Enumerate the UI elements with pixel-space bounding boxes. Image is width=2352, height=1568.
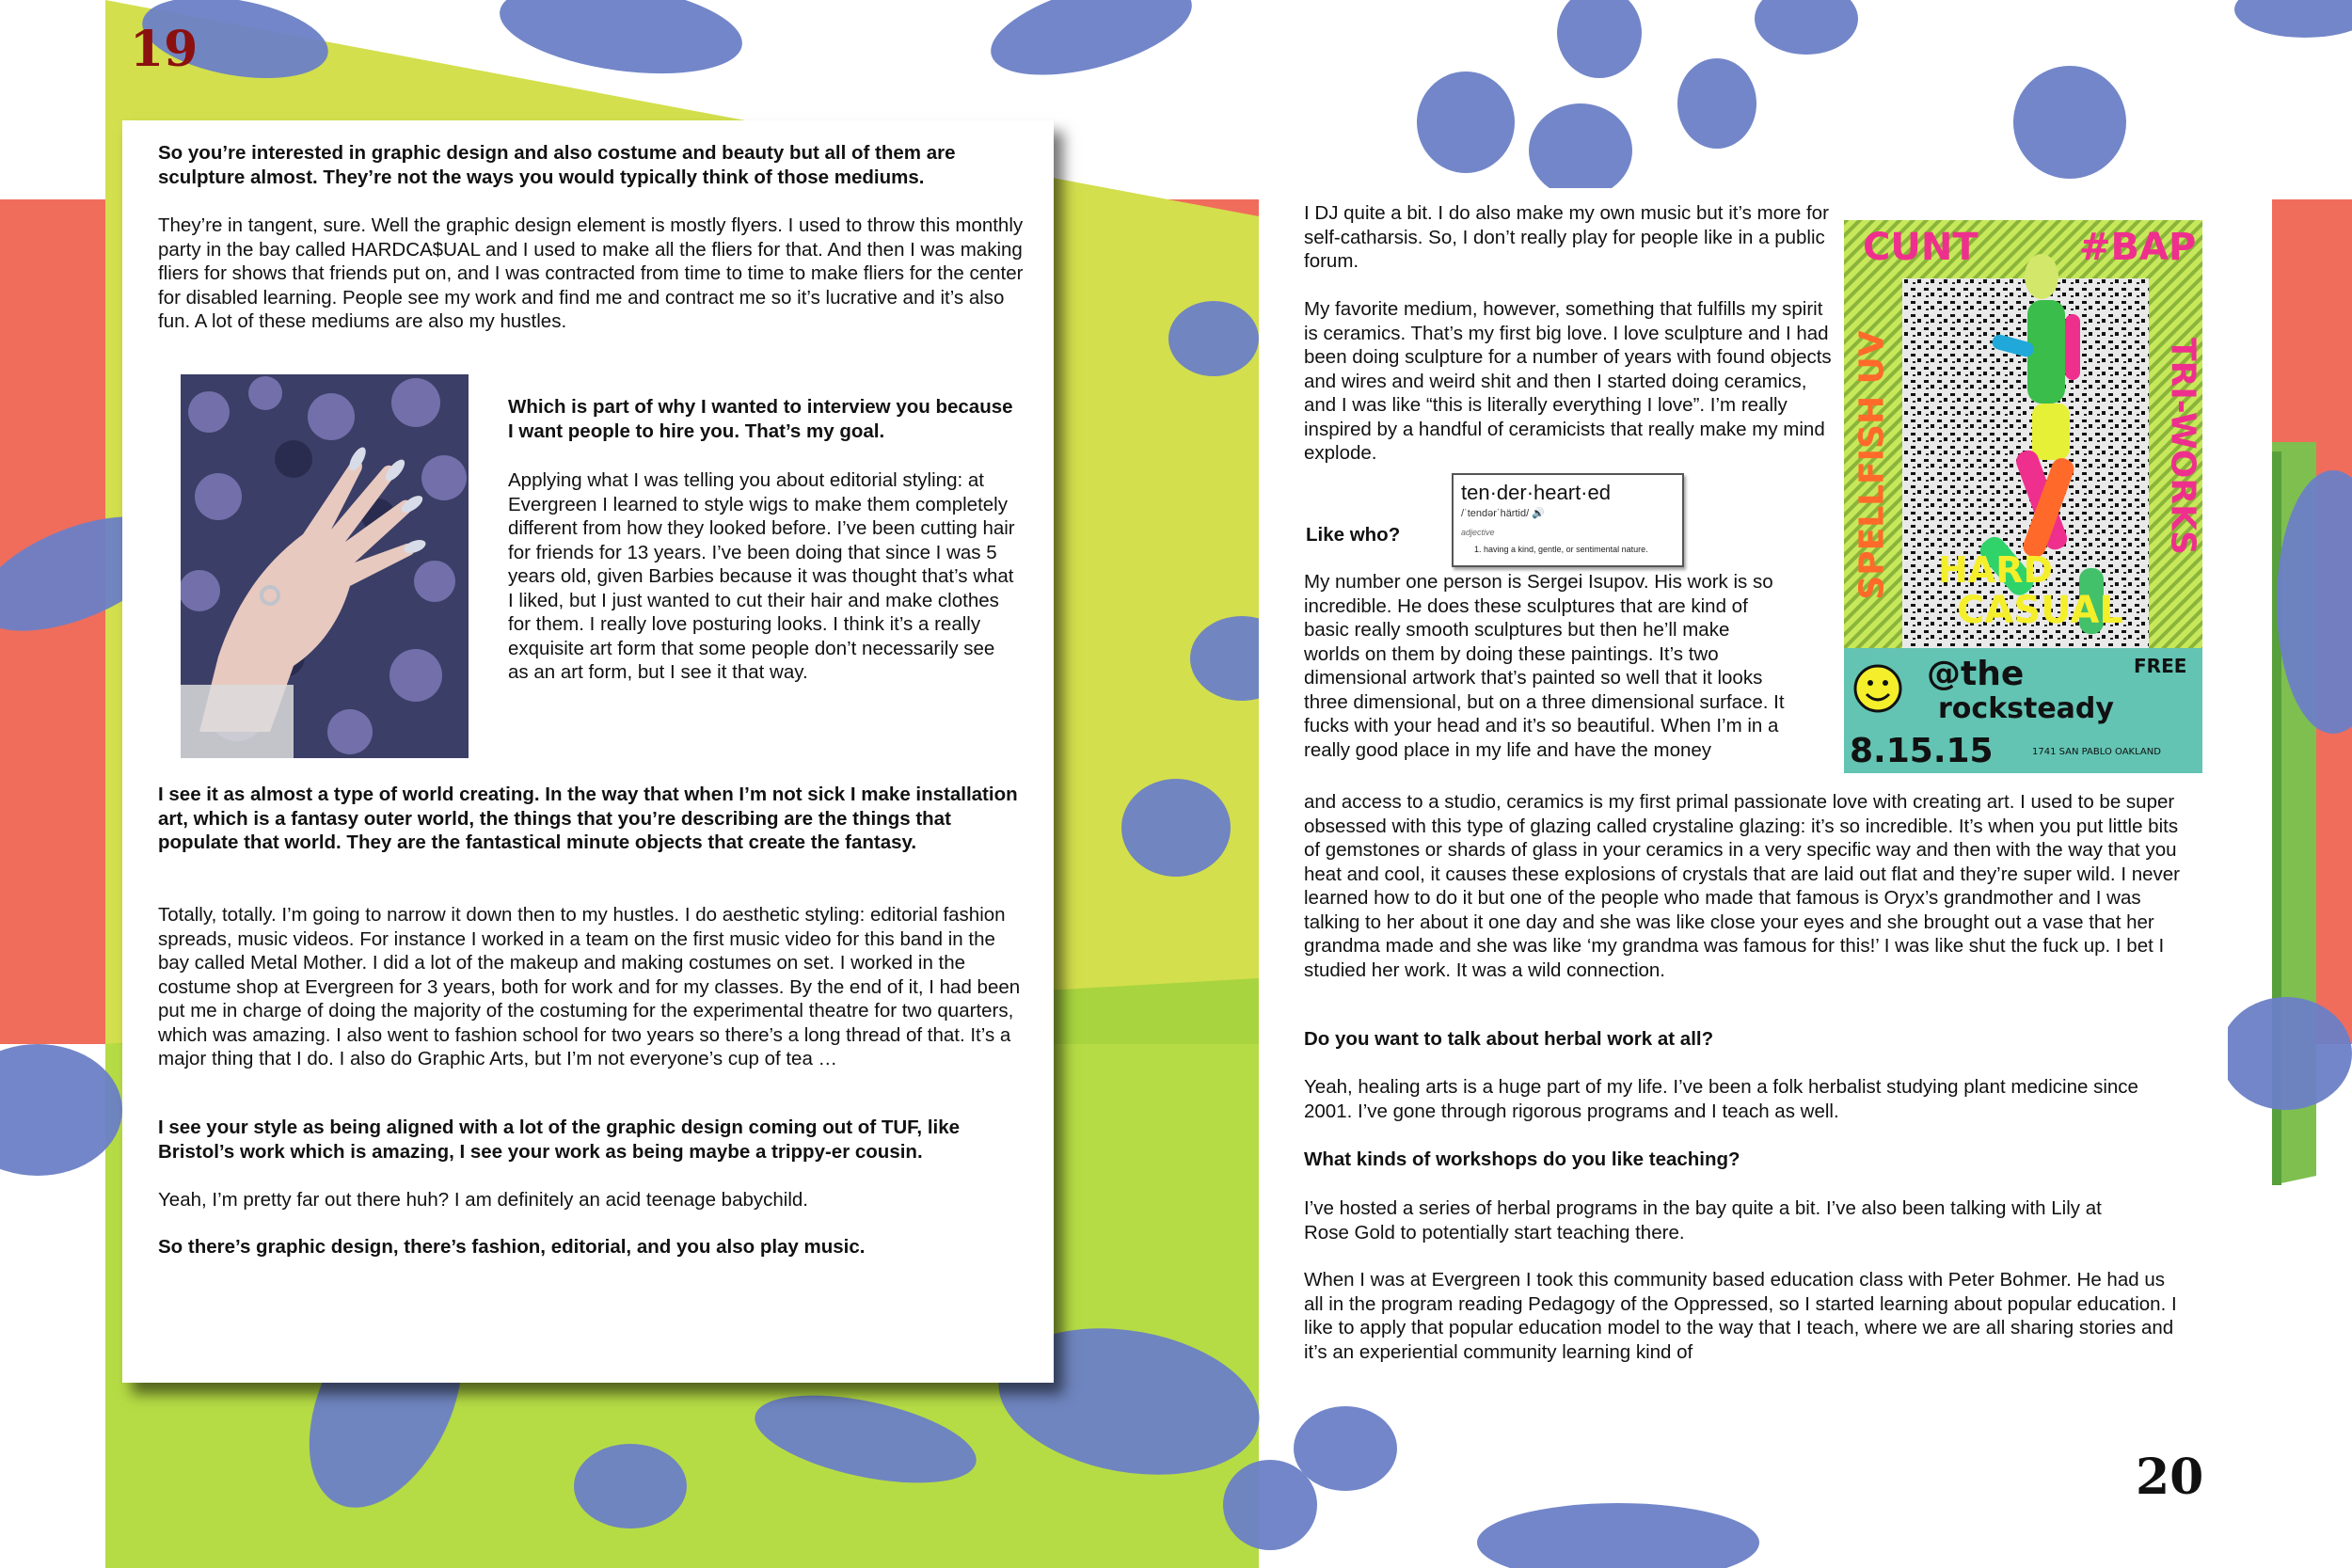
question-5: So there’s graphic design, there’s fashion, editorial, and you also play music. [158,1236,866,1258]
answer-1: They’re in tangent, sure. Well the graphic design element is mostly flyers. I used to throw this monthly party in the bay called HARDCA$UAL and I used to make all the fliers for that. And then I was making fliers for shows that friends put on, and I was contracted from time to time to make fliers for the center for disabled learning. People see my work and find me and contract me so it’s lucrative and it’s also fun. A lot of these mediums are also my hustles. [158,214,1024,332]
blob [1477,1503,1759,1568]
hand-photo [181,374,469,758]
page-number-left: 19 [130,21,199,78]
flyer-left-vertical: SPELLFISH UV [1852,330,1892,600]
blob [2013,66,2126,179]
flyer-venue: rocksteady [1938,692,2114,725]
blob [1417,71,1515,173]
blob [2234,0,2352,38]
dictionary-card [1452,473,1684,567]
question-4: I see your style as being aligned with a lot of the graphic design coming out of TUF, like Bristol’s work which is amazing, I see your work as being maybe a trippy-er cousin. [158,1117,961,1163]
question-herbal: Do you want to talk about herbal work at all? [1304,1028,1714,1050]
blob [1529,103,1632,198]
flyer-title-hard: HARD [1938,549,2054,591]
question-workshops: What kinds of workshops do you like teaching? [1304,1148,1740,1170]
answer-4: Yeah, I’m pretty far out there huh? I am definitely an acid teenage babychild. [158,1189,808,1211]
blob [1121,779,1231,877]
dictionary-pronunciation: /ˈtendərˈhärtid/ 🔊 [1461,508,1545,519]
blob [1294,1406,1397,1491]
blob [1755,0,1858,55]
answer-3: Totally, totally. I’m going to narrow it down then to my hustles. I do aesthetic styling: editorial fashion spreads, music videos. For instance I worked in a team on the first music video for this band in the bay called Metal Mother. I did a lot of the makeup and making costumes on set. I worked in the costume shop at Evergreen for 3 years, both for work and for my classes. By the end of it, I had been put me in charge of doing the majority of the costuming for the experimental theatre for two quarters, which was amazing. I also went to fashion school for two years so there’s a long thread of that. It’s a major thing that I do. I also do Graphic Arts, but I’m not everyone’s cup of tea … [158,904,1021,1069]
flyer-top-right: #BAP [2079,226,2197,269]
blob [1223,1460,1317,1550]
flyer-free: FREE [2134,655,2187,677]
answer-dj: I DJ quite a bit. I do also make my own music but it’s more for self-catharsis. So, I don’t really play for people like in a public forum. [1304,202,1829,272]
dictionary-definition: 1. having a kind, gentle, or sentimental nature. [1474,545,1648,554]
hand-photo-illustration [181,374,469,758]
blob [1168,301,1259,376]
answer-sergei: My number one person is Sergei Isupov. His work is so incredible. He does these sculptures that are kind of basic really smooth sculptures but then he’ll make worlds on them by doing these paintings. It’s two dimensional artwork that’s painted so well that it looks three dimensional, but on a three dimensional surface. It fucks with your head and it’s so beautiful. When I’m in a really good place in my life and have the money [1304,571,1785,761]
answer-crystaline: and access to a studio, ceramics is my first primal passionate love with creating art. I used to be super obsessed with this type of glazing called crystaline glazing: it’s so incredible. It’s when you put little bits of gemstones or shards of glass in your ceramics in a very specific way and then with the way that you heat and cool, it causes these explosions of crystals that are laid out flat and they’re super wild. I never learned how to do it but one of the people who made that famous is Oryx’s grandmother and I was talking to her about it one day and she was like close your eyes and she brought out a vase that her grandma made and she was like ‘my grandma was famous for this!’ I was like shut the fuck up. I bet I studied her work. It was a wild connection. [1304,791,2180,981]
dictionary-word: ten·der·heart·ed [1461,481,1611,504]
question-3: I see it as almost a type of world creating. In the way that when I’m not sick I make installation art, which is a fantasy outer world, the things that you’re describing are the things that populate that world. They are the fantastical minute objects that create the fantasy. [158,784,1018,853]
blob [1677,58,1756,149]
answer-herbal: Yeah, healing arts is a huge part of my life. I’ve been a folk herbalist studying plant medicine since 2001. I’ve gone through rigorous programs and I teach as well. [1304,1076,2138,1122]
answer-2: Applying what I was telling you about editorial styling: at Evergreen I learned to style wigs to make them completely different from how they looked before. I’ve been cutting hair for friends for 13 years. I’ve been doing that since I was 5 years old, given Barbies because it was thought that’s what I liked, but I just wanted to cut their hair and make clothes for them. I really love posturing looks. I think it’s a really exquisite art form that some people don’t necessarily see as an art form, but I see it that way. [508,469,1015,683]
answer-workshops: I’ve hosted a series of herbal programs in the bay quite a bit. I’ve also been talking with Lily at Rose Gold to potentially start teaching there. [1304,1197,2102,1243]
question-1: So you’re interested in graphic design and also costume and beauty but all of them are sculpture almost. They’re not the ways you would typically think of those mediums. [158,142,956,188]
blob [1557,0,1642,78]
blob [494,0,748,87]
answer-ceramics: My favorite medium, however, something that fulfills my spirit is ceramics. That’s my first big love. I love sculpture and I had been doing sculpture for a number of years with found objects and wires and weird shit and then I started doing ceramics, and I was like “this is literally everything I love”. I’m really inspired by a handful of ceramicists that really make my mind explode. [1304,298,1832,464]
flyer-right-vertical: TRI-WORKS [2163,338,2202,555]
blob [2220,997,2352,1110]
question-2: Which is part of why I wanted to interview you because I want people to hire you. That’s my goal. [508,396,1013,442]
question-like-who: Like who? [1306,524,1401,546]
flyer-title-casual: CASUAL [1957,589,2123,632]
hardcasual-flyer [1844,220,2202,773]
answer-evergreen: When I was at Evergreen I took this community based education class with Peter Bohmer. He had us all in the program reading Pedagogy of the Oppressed, so I started learning about popular education. I like to apply that popular education model to the way that I teach, where we are all sharing stories and it’s an experiential community learning kind of [1304,1269,2177,1363]
flyer-address: 1741 SAN PABLO OAKLAND [2032,747,2161,757]
blob [0,1044,122,1176]
flyer-venue-at: @the [1927,655,2025,693]
blob [574,1444,687,1528]
flyer-top-left: CUNT [1863,226,1979,269]
flyer-date: 8.15.15 [1850,732,1994,770]
dictionary-type: adjective [1461,528,1495,537]
page-number-right: 20 [2136,1449,2204,1506]
blob [981,0,1201,93]
